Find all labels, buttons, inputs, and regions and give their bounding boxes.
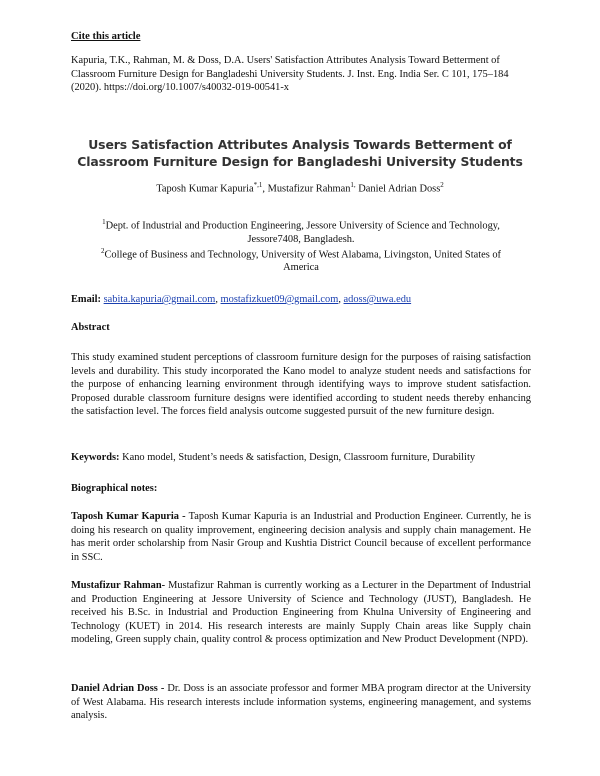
bio-entry (71, 579, 531, 647)
affiliation-text: College of Business and Technology, University of West Alabama, Livingston, United States of (104, 248, 501, 260)
bio-heading: Biographical notes: (71, 483, 158, 494)
bio-name: Daniel Adrian Doss - (71, 683, 165, 694)
affiliations (71, 218, 531, 275)
keywords-line (71, 451, 531, 465)
bio-text: Mustafizur Rahman is currently working as a Lecturer in the Department of Industrial and Production Engineering at Jessore University of Science and Technology (JUST), Bangladesh. He received his B.Sc. in Industrial and Production Engineering from Khulna University of Engineering and Technology (KUET) in 2014. His research interests are mainly Supply Chain areas like Supply chain modeling, Green supply chain, quality control & process optimization and New Product Development (NPD). (71, 580, 531, 646)
author-sup: 2 (440, 181, 444, 189)
affiliation-sup: 2 (101, 246, 105, 255)
bio-text: Dr. Doss is an associate professor and former MBA program director at the University of West Alabama. His research interests include information systems, engineering management, and systems analysis. (71, 683, 531, 722)
abstract-heading: Abstract (71, 322, 110, 333)
email-label: Email: (71, 294, 102, 305)
email-line: Email: sabita.kapuria@gmail.com, mostafizkuet09@gmail.com, adoss@uwa.edu (71, 294, 412, 305)
keywords-text: Kano model, Student’s needs & satisfaction, Design, Classroom furniture, Durability (122, 452, 476, 463)
author-name: Mustafizur Rahman (267, 183, 351, 195)
author-list (60, 181, 540, 196)
bio-name: Mustafizur Rahman- (71, 580, 166, 591)
affiliation-1 (71, 218, 531, 233)
author-name: Daniel Adrian Doss (358, 183, 441, 195)
keywords-label: Keywords: (71, 452, 120, 463)
affiliation-text: Dept. of Industrial and Production Engineering, Jessore University of Science and Technology, (105, 220, 500, 232)
affiliation-2 (71, 247, 531, 262)
author-separator: , (262, 183, 268, 195)
affiliation-2-cont: America (283, 262, 319, 274)
affiliation-sup: 1 (102, 218, 106, 226)
bio-text: Taposh Kumar Kapuria is an Industrial and Production Engineer. Currently, he is doing his research on quality improvement, engineering decision analysis and supply chain management. He has merit order scholarship from Nasir Group and Kushtia District Council because of excellent performance in SSC. (71, 511, 531, 563)
email-link[interactable]: sabita.kapuria@gmail.com (103, 294, 216, 305)
email-link[interactable]: adoss@uwa.edu (343, 294, 412, 305)
paper-title: Users Satisfaction Attributes Analysis Towards Betterment of Classroom Furniture Design for Bangladeshi University Students (77, 137, 523, 170)
bio-name: Taposh Kumar Kapuria - (71, 511, 186, 522)
cite-heading: Cite this article (71, 31, 141, 42)
author-sup: *,1 (253, 181, 263, 189)
bio-entry (71, 682, 531, 723)
affiliation-1-cont: Jessore7408, Bangladesh. (247, 233, 355, 245)
abstract-text: This study examined student perceptions of classroom furniture design for the purposes of raising satisfaction levels and durability. This study incorporated the Kano model to analyze student needs and satisfactions for the purpose of enhancing learning environment through identifying ways to improve student satisfaction. Proposed durable classroom furniture designs were identified according to student needs thereby enhancing the satisfaction level. The forces field analysis outcome suggested pursuit of the new furniture design. (71, 352, 531, 418)
email-link[interactable]: mostafizkuet09@gmail.com (220, 294, 339, 305)
author-sup: 1, (350, 181, 356, 189)
bio-entry (71, 510, 531, 564)
author-name: Taposh Kumar Kapuria (156, 183, 254, 195)
citation-text: Kapuria, T.K., Rahman, M. & Doss, D.A. Users' Satisfaction Attributes Analysis Toward Betterment of Classroom Furniture Design for Bangladeshi University Students. J. Inst. Eng. India Ser. C 101, 175–184 (2020). https://doi.org/10.1007/s40032-019-00541-x (71, 55, 509, 94)
